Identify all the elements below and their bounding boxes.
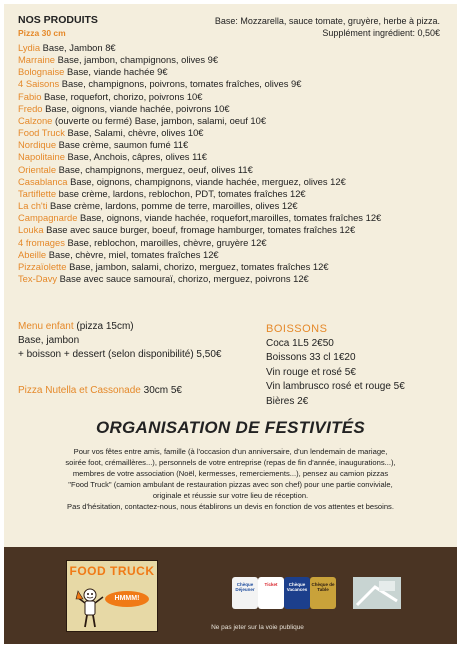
- pizza-item: [18, 151, 448, 163]
- events-description: [64, 446, 397, 512]
- cheque-vacances-icon: [284, 577, 310, 609]
- pizza-desc: Base crème, saumon fumé 11€: [56, 139, 189, 151]
- pizza-item: [18, 54, 448, 66]
- sample-card-image: [353, 577, 401, 609]
- pizza-item: [18, 91, 448, 103]
- drink-item: Vin lambrusco rosé et rouge 5€: [266, 381, 405, 392]
- pizza-desc: Base, reblochon, maroilles, chèvre, gruyère 12€: [64, 236, 267, 248]
- pizza-name: Marraine: [18, 54, 55, 66]
- pizza-desc: Base, Jambon 8€: [40, 42, 116, 53]
- pizza-name: Tex-Davy: [18, 272, 58, 284]
- pizza-chef-icon: [75, 587, 105, 629]
- pizza-name: Bolognaise: [18, 66, 65, 78]
- pizza-desc: base crème, lardons, reblochon, PDT, tomates fraîches 12€: [56, 187, 306, 199]
- pizza-name: Fabio: [18, 90, 42, 102]
- pizza-item: [18, 66, 448, 78]
- drink-item: Bières 2€: [266, 395, 309, 407]
- pizza-desc: Base, jambon, champignons, olives 9€: [55, 54, 219, 66]
- pizza-name: Nordique: [18, 139, 57, 151]
- pizza-item: [18, 249, 448, 261]
- pizza-desc: Base crème, lardons, pomme de terre, maroilles, olives 12€: [47, 200, 298, 212]
- pizza-item: [18, 176, 448, 188]
- pizza-name: La ch'ti: [18, 200, 48, 212]
- base-note-line2: Supplément ingrédient: 0,50€: [322, 28, 440, 38]
- pizza-name: Abeille: [18, 248, 47, 260]
- cheque-dejeuner-icon: [232, 577, 258, 609]
- pizza-list: [18, 42, 448, 285]
- footer: [4, 547, 457, 644]
- pizza-item: [18, 103, 448, 115]
- footer-note: Ne pas jeter sur la voie publique: [211, 624, 304, 631]
- ticket-restaurant-icon: [258, 577, 284, 609]
- nutella-pizza-name: Pizza Nutella et Cassonade: [18, 385, 141, 396]
- drinks-title: BOISSONS: [266, 323, 328, 335]
- logo-title: FOOD TRUCK: [69, 564, 155, 578]
- pizza-name: Napolitaine: [18, 151, 65, 163]
- pizza-item: [18, 42, 448, 54]
- pizza-desc: Base, Anchois, câpres, olives 11€: [64, 151, 208, 163]
- pizza-name: Fredo: [18, 102, 43, 114]
- cheque-de-table-icon: [310, 577, 336, 609]
- pizza-name: Pizzaïolette: [18, 260, 67, 272]
- kids-menu-line1: Base, jambon: [18, 335, 80, 346]
- pizza-desc: Base, chèvre, miel, tomates fraîches 12€: [46, 248, 219, 260]
- pizza-name: Casablanca: [18, 175, 68, 187]
- pizza-item: [18, 78, 448, 90]
- pizza-desc: Base, oignons, champignons, viande hachée, merguez, olives 12€: [67, 175, 346, 187]
- payment-logo-label: Chèque de Table: [311, 582, 335, 592]
- base-note: [208, 15, 440, 39]
- payment-logo-label: Ticket: [264, 582, 278, 587]
- pizza-desc: Base, viande hachée 9€: [64, 66, 168, 78]
- kids-menu-size: (pizza 15cm): [73, 321, 134, 332]
- menu-page: [4, 4, 457, 644]
- pizza-desc: (ouverte ou fermé) Base, jambon, salami, oeuf 10€: [52, 114, 267, 126]
- logo-hmm: HMMM!: [105, 591, 149, 607]
- products-title: NOS PRODUITS: [18, 14, 98, 26]
- nutella-pizza-desc: 30cm 5€: [140, 385, 182, 396]
- pizza-desc: Base avec sauce burger, boeuf, fromage hamburger, tomates fraîches 12€: [43, 224, 356, 236]
- pizza-name: Campagnarde: [18, 212, 78, 224]
- pizza-desc: Base, jambon, salami, chorizo, merguez, tomates fraîches 12€: [66, 260, 329, 272]
- drink-item: Vin rouge et rosé 5€: [266, 366, 356, 378]
- pizza-item: [18, 212, 448, 224]
- pizza-item: [18, 237, 448, 249]
- pizza-name: Tartiflette: [18, 187, 57, 199]
- base-note-line1: Base: Mozzarella, sauce tomate, gruyère, herbe à pizza.: [214, 16, 440, 26]
- pizza-item: [18, 261, 448, 273]
- pizza-name: Lydia: [18, 42, 41, 53]
- drink-item: Coca 1L5 2€50: [266, 337, 334, 349]
- kids-menu-title: Menu enfant: [18, 321, 74, 332]
- pizza-name: 4 fromages: [18, 236, 65, 248]
- pizza-item: [18, 224, 448, 236]
- pizza-item: [18, 139, 448, 151]
- pizza-desc: Base, champignons, merguez, oeuf, olives 11€: [56, 163, 253, 175]
- pizza-desc: Base, Salami, chèvre, olives 10€: [64, 127, 204, 139]
- card-image-icon: [353, 577, 401, 609]
- pizza-name: Orientale: [18, 163, 57, 175]
- pizza-name: Louka: [18, 224, 44, 236]
- events-text: Pour vos fêtes entre amis, famille (à l'occasion d'un anniversaire, d'un lendemain de mariage, soirée foot, crémaillères...), personnels de votre entreprise (repas de fin d'année, inaugurations...), membres de votre association (Noël, kermesses, remerciements...), pensez au camion pizzas "Food Truck" (camion ambulant de restauration pizzas avec son chef) pour une partie conviviale, originale et réussie sur votre lieu de réception.: [65, 447, 396, 500]
- pizza-desc: Base, oignons, viande hachée, roquefort,maroilles, tomates fraîches 12€: [77, 212, 382, 224]
- pizza-desc: Base, oignons, viande hachée, poivrons 10€: [42, 102, 230, 114]
- payment-logo-label: Chèque Vacances: [286, 582, 308, 592]
- drinks-section: [266, 322, 405, 409]
- food-truck-logo: [66, 560, 158, 632]
- kids-menu-line2: + boisson + dessert (selon disponibilité) 5,50€: [18, 349, 222, 360]
- pizza-item: [18, 115, 448, 127]
- pizza-name: 4 Saisons: [18, 78, 60, 90]
- pizza-item: [18, 127, 448, 139]
- drink-item: Boissons 33 cl 1€20: [266, 352, 356, 363]
- kids-menu: [18, 320, 221, 362]
- events-title: ORGANISATION DE FESTIVITÉS: [95, 418, 366, 437]
- events-contact-text: Pas d'hésitation, contactez-nous, nous établirons un devis en fonction de vos attentes et besoins.: [67, 502, 394, 511]
- payment-logo-label: Chèque Déjeuner: [235, 582, 255, 592]
- pizza-item: [18, 273, 448, 285]
- nutella-pizza: [18, 385, 182, 396]
- pizza-name: Food Truck: [18, 127, 65, 139]
- pizza-item: [18, 164, 448, 176]
- pizza-item: [18, 188, 448, 200]
- pizza-item: [18, 200, 448, 212]
- pizza-desc: Base, champignons, poivrons, tomates fraîches, olives 9€: [59, 78, 302, 90]
- pizza-desc: Base, roquefort, chorizo, poivrons 10€: [41, 90, 203, 102]
- pizza-size-subtitle: Pizza 30 cm: [18, 28, 66, 38]
- pizza-name: Calzone: [18, 114, 53, 126]
- pizza-desc: Base avec sauce samouraï, chorizo, merguez, poivrons 12€: [57, 272, 309, 284]
